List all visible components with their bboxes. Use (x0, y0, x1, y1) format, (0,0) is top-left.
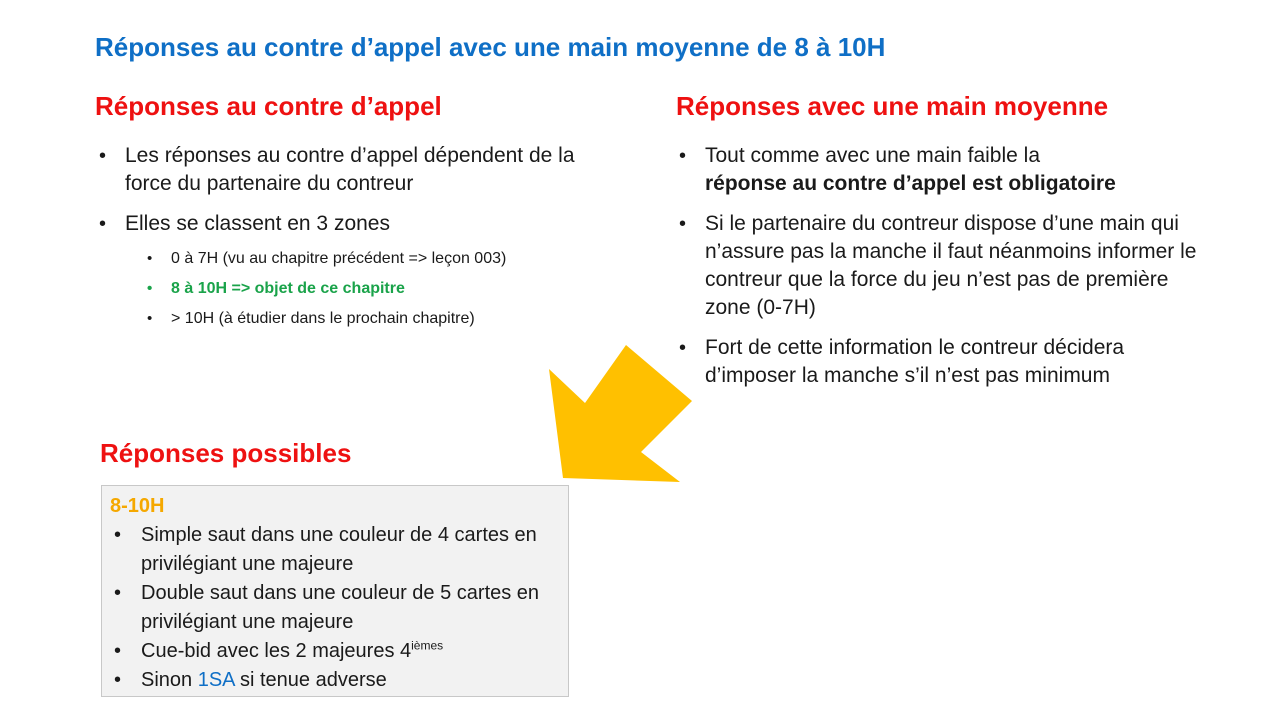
response-item: • Simple saut dans une couleur de 4 cartes en privilégiant une majeure (110, 521, 560, 579)
cuebid-superscript: ièmes (411, 638, 444, 653)
zone-item: • 0 à 7H (vu au chapitre précédent => leçon 003) (125, 244, 597, 274)
left-heading: Réponses au contre d’appel (95, 91, 442, 121)
right-heading: Réponses avec une main moyenne (676, 91, 1109, 121)
right-bullet-bold: réponse au contre d’appel est obligatoire (705, 172, 1116, 195)
zone-label: 8-10H (110, 495, 165, 517)
last-prefix: Sinon (141, 669, 198, 691)
right-bullet: • Si le partenaire du contreur dispose d’une main qui n’assure pas la manche il faut néanmoins informer le contreur que la force du jeu n’est pas de première zone (0-7H) (677, 210, 1197, 322)
left-bullet-label: Elles se classent en 3 zones (125, 212, 390, 235)
response-item: • Double saut dans une couleur de 5 cartes en privilégiant une majeure (110, 579, 560, 637)
responses-box (101, 485, 569, 697)
left-bullet: • Les réponses au contre d’appel dépendent de la force du partenaire du contreur (97, 142, 597, 198)
right-bullet-text: Tout comme avec une main faible la (705, 144, 1041, 167)
zone-item: • > 10H (à étudier dans le prochain chapitre) (125, 304, 597, 334)
bid-1sa: 1SA (197, 669, 235, 691)
possible-heading: Réponses possibles (100, 438, 352, 468)
last-suffix: si tenue adverse (234, 669, 387, 691)
response-item-last (110, 666, 560, 695)
response-item-cuebid (110, 637, 560, 666)
page-title: Réponses au contre d’appel avec une main moyenne de 8 à 10H (95, 32, 886, 62)
zone-item-current: • 8 à 10H => objet de ce chapitre (125, 274, 597, 304)
cuebid-text: Cue-bid avec les 2 majeures 4 (141, 640, 412, 662)
right-bullet: • Fort de cette information le contreur décidera d’imposer la manche s’il n’est pas minimum (677, 334, 1197, 390)
